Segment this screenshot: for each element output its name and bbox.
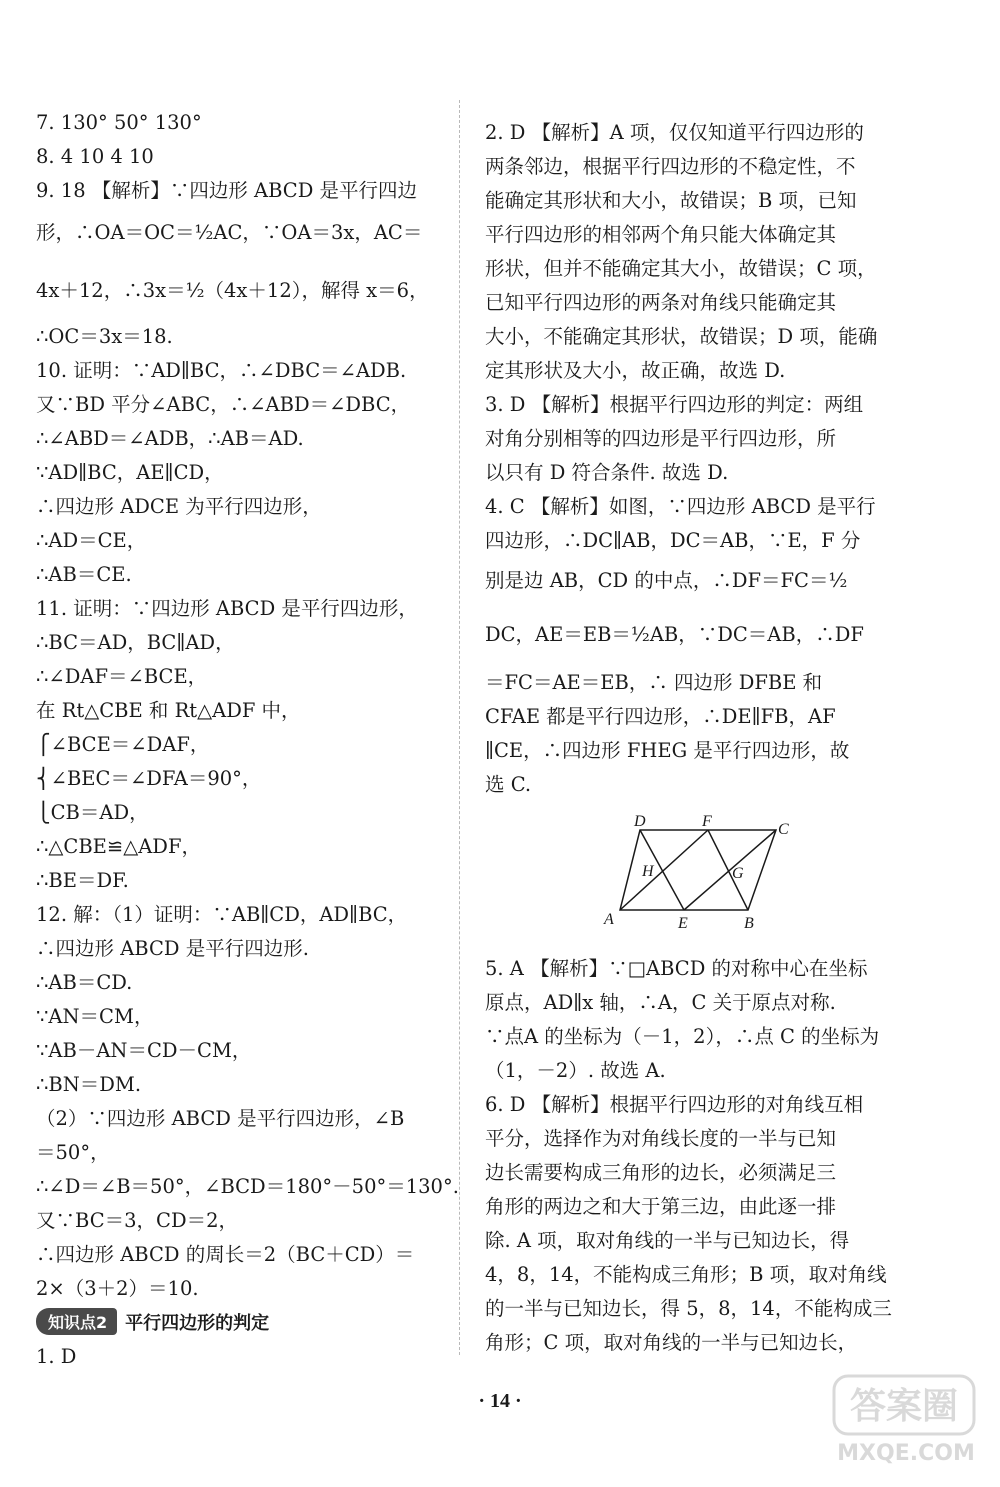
right-line: 4. C 【解析】如图，∵四边形 ABCD 是平行: [485, 495, 876, 518]
left-line: 在 Rt△CBE 和 Rt△ADF 中，: [36, 699, 301, 722]
right-line: ∵点A 的坐标为（－1，2），∴点 C 的坐标为: [485, 1025, 880, 1048]
left-line: 又∵BD 平分∠ABC，∴∠ABD＝∠DBC，: [36, 393, 411, 416]
right-line: 2. D 【解析】A 项，仅仅知道平行四边形的: [485, 121, 864, 144]
right-line: 四边形，∴DC∥AB，DC＝AB，∵E，F 分: [485, 529, 861, 552]
left-line: ∴AD＝CE，: [36, 529, 147, 552]
segment-AF: [620, 830, 708, 910]
left-line: ∴∠D＝∠B＝50°，∠BCD＝180°－50°＝130°.: [36, 1175, 459, 1198]
right-line: 角形；C 项，取对角线的一半与已知边长，: [485, 1331, 858, 1354]
label-D: D: [634, 813, 646, 830]
left-line: 2×（3＋2）＝10.: [36, 1277, 199, 1300]
right-line: 原点，AD∥x 轴，∴A，C 关于原点对称.: [485, 991, 836, 1014]
right-line: 选 C.: [485, 773, 532, 796]
svg-text:答案圈: 答案圈: [849, 1386, 959, 1427]
right-line: 边长需要构成三角形的边长，必须满足三: [485, 1161, 837, 1184]
right-line: 6. D 【解析】根据平行四边形的对角线互相: [485, 1093, 864, 1116]
left-line: ⎧∠BCE＝∠DAF，: [36, 733, 210, 756]
left-line: 11. 证明：∵四边形 ABCD 是平行四边形，: [36, 597, 418, 620]
left-line: ∴△CBE≌△ADF，: [36, 835, 201, 858]
left-line: ∴BN＝DM.: [36, 1073, 142, 1096]
section-tag-label: 知识点2: [36, 1308, 117, 1335]
left-line: ∴∠DAF＝∠BCE，: [36, 665, 208, 688]
right-line: CFAE 都是平行四边形，∴DE∥FB，AF: [485, 705, 836, 728]
right-line: 两条邻边，根据平行四边形的不稳定性，不: [485, 155, 856, 178]
left-line: 1. D: [36, 1345, 77, 1368]
left-line: 10. 证明：∵AD∥BC，∴∠DBC＝∠ADB.: [36, 359, 407, 382]
left-line: ∴OC＝3x＝18.: [36, 325, 173, 348]
left-line: 8. 4 10 4 10: [36, 145, 154, 168]
parallelogram-figure: [598, 812, 798, 932]
right-line: 已知平行四边形的两条对角线只能确定其: [485, 291, 837, 314]
left-line: ∴四边形 ADCE 为平行四边形，: [36, 495, 322, 518]
left-line: 7. 130° 50° 130°: [36, 111, 202, 134]
left-line: ∵AD∥BC，AE∥CD，: [36, 461, 224, 484]
right-line: ＝FC＝AE＝EB，∴ 四边形 DFBE 和: [485, 671, 823, 694]
label-F: F: [702, 813, 712, 830]
left-line: ⎨∠BEC＝∠DFA＝90°，: [36, 767, 262, 790]
left-line: 形，∴OA＝OC＝½AC，∵OA＝3x，AC＝: [36, 221, 423, 244]
svg-text:MXQE.COM: MXQE.COM: [837, 1441, 975, 1466]
left-line: ∴BE＝DF.: [36, 869, 129, 892]
left-line: ∴AB＝CE.: [36, 563, 132, 586]
right-line: 4，8，14，不能构成三角形；B 项，取对角线: [485, 1263, 887, 1286]
right-line: 3. D 【解析】根据平行四边形的判定：两组: [485, 393, 864, 416]
label-C: C: [778, 821, 789, 838]
left-line: 9. 18 【解析】∵四边形 ABCD 是平行四边: [36, 179, 418, 202]
left-line: 又∵BC＝3，CD＝2，: [36, 1209, 238, 1232]
left-line: 12. 解：（1）证明：∵AB∥CD，AD∥BC，: [36, 903, 408, 926]
right-line: DC，AE＝EB＝½AB，∵DC＝AB，∴DF: [485, 623, 864, 646]
right-line: （1，－2）. 故选 A.: [485, 1059, 666, 1082]
right-line: 大小，不能确定其形状，故错误；D 项，能确: [485, 325, 878, 348]
right-line: ∥CE，∴四边形 FHEG 是平行四边形，故: [485, 739, 850, 762]
left-line: 4x＋12，∴3x＝½（4x＋12），解得 x＝6，: [36, 279, 429, 302]
left-line: ⎩CB＝AD，: [36, 801, 149, 824]
label-A: A: [604, 911, 614, 928]
page-number: · 14 ·: [478, 1390, 522, 1412]
label-H: H: [642, 863, 654, 880]
left-line: ＝50°，: [36, 1141, 110, 1164]
right-line: 5. A 【解析】∵□ABCD 的对称中心在坐标: [485, 957, 868, 980]
section-tag-title: 平行四边形的判定: [125, 1312, 270, 1334]
right-line: 角形的两边之和大于第三边，由此逐一排: [485, 1195, 837, 1218]
right-line: 的一半与已知边长，得 5，8，14，不能构成三: [485, 1297, 892, 1320]
right-line: 定其形状及大小，故正确，故选 D.: [485, 359, 786, 382]
right-line: 平分，选择作为对角线长度的一半与已知: [485, 1127, 837, 1150]
right-line: 对角分别相等的四边形是平行四边形，所: [485, 427, 837, 450]
right-line: 别是边 AB，CD 的中点，∴DF＝FC＝½: [485, 569, 848, 592]
left-line: ∴∠ABD＝∠ADB，∴AB＝AD.: [36, 427, 304, 450]
label-E: E: [678, 915, 688, 932]
watermark-logo: [826, 1370, 986, 1470]
left-line: ∴BC＝AD，BC∥AD，: [36, 631, 235, 654]
left-line: ∴四边形 ABCD 的周长＝2（BC＋CD）＝: [36, 1243, 415, 1266]
left-line: ∴四边形 ABCD 是平行四边形.: [36, 937, 309, 960]
right-line: 以只有 D 符合条件. 故选 D.: [485, 461, 729, 484]
section-tag: [36, 1308, 269, 1335]
right-line: 平行四边形的相邻两个角只能大体确定其: [485, 223, 837, 246]
left-line: ∵AN＝CM，: [36, 1005, 154, 1028]
left-line: （2）∵四边形 ABCD 是平行四边形，∠B: [36, 1107, 405, 1130]
right-line: 形状，但并不能确定其大小，故错误；C 项，: [485, 257, 877, 280]
left-line: ∵AB－AN＝CD－CM，: [36, 1039, 252, 1062]
column-divider: [459, 100, 460, 1355]
label-B: B: [744, 915, 754, 932]
label-G: G: [732, 865, 744, 882]
right-line: 除. A 项，取对角线的一半与已知边长，得: [485, 1229, 850, 1252]
right-line: 能确定其形状和大小，故错误；B 项，已知: [485, 189, 857, 212]
left-line: ∴AB＝CD.: [36, 971, 133, 994]
